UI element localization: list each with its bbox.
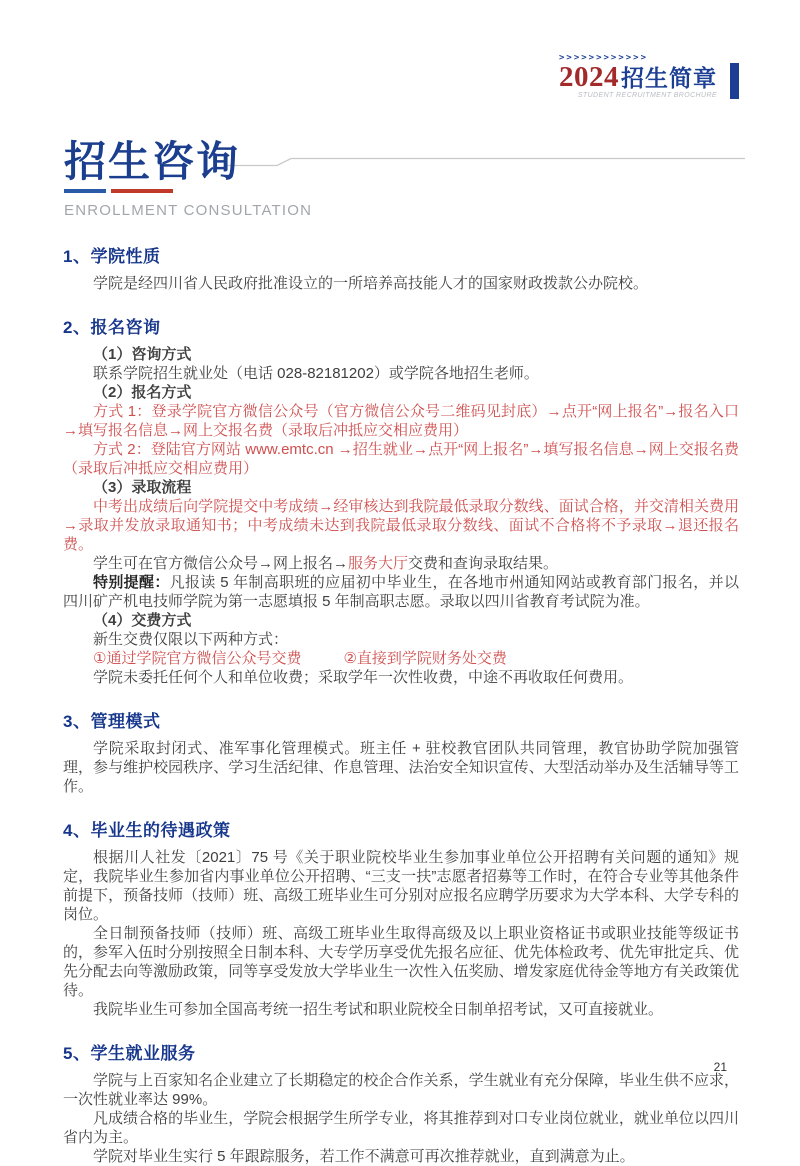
page-title-english: ENROLLMENT CONSULTATION — [64, 202, 313, 219]
section-heading: 1、学院性质 — [63, 247, 161, 266]
brochure-header-text — [559, 54, 717, 99]
underline-blue-segment — [64, 189, 106, 193]
blue-bar-decoration — [730, 63, 739, 99]
sub-heading-consult-method: （1）咨询方式 — [93, 346, 192, 363]
paragraph-method-2: 方式 2：登陆官方网站 www.emtc.cn →招生就业→点开“网上报名”→填写报名信息→网上交报名费（录取后冲抵应交相应费用） — [63, 441, 739, 477]
sub-heading-payment-method: （4）交费方式 — [93, 612, 192, 629]
page-title-block — [64, 138, 312, 219]
brochure-title-cn: 招生简章 — [621, 65, 717, 91]
sub-heading-register-method: （2）报名方式 — [93, 384, 192, 401]
section-graduate-policy — [63, 820, 739, 1019]
paragraph-payment-options — [63, 649, 739, 668]
text-segment: 凡报读 5 年制高职班的应届初中毕业生，在各地市州通知网站或教育部门报名，并以四川矿产机电技师学院为第一志愿填报 5 年制高职志愿。录取以四川省教育考试院为准。 — [63, 574, 739, 610]
section-registration-consultation — [63, 317, 739, 687]
chevron-arrows-icon: >>>>>>>>>>>> — [559, 53, 649, 63]
paragraph-query-result — [63, 554, 739, 573]
text-segment: 交费和查询录取结果。 — [408, 555, 559, 572]
underline-red-segment — [111, 189, 173, 193]
text-segment: 学生可在官方微信公众号→网上报名→ — [93, 555, 349, 572]
page-title: 招生咨询 — [64, 138, 241, 185]
paragraph: 新生交费仅限以下两种方式： — [93, 631, 289, 648]
section-heading: 2、报名咨询 — [63, 318, 161, 337]
brochure-header — [559, 54, 739, 99]
sub-heading-admission-process: （3）录取流程 — [93, 479, 192, 496]
paragraph: 我院毕业生可参加全国高考统一招生考试和职业院校全日制单招考试，又可直接就业。 — [93, 1001, 664, 1018]
brochure-year: 2024 — [559, 61, 619, 93]
paragraph: 全日制预备技师（技师）班、高级工班毕业生取得高级及以上职业资格证书或职业技能等级证书的，参军入伍时分别按照全日制本科、大专学历享受优先报名应征、优先体检政考、优先审批定兵、优先分配去向等激励政策，同等享受发放大学毕业生一次性入伍奖励、增发家庭优待金等地方有关政策优待。 — [63, 925, 739, 999]
paragraph: 学院采取封闭式、准军事化管理模式。班主任 + 驻校教官团队共同管理，教官协助学院加强管理，参与维护校园秩序、学习生活纪律、作息管理、法治安全知识宣传、大型活动举办及生活辅导等工作。 — [63, 740, 739, 795]
brochure-subtitle-en: STUDENT RECRUITMENT BROCHURE — [577, 92, 717, 99]
payment-option-1: ①通过学院官方微信公众号交费 — [93, 650, 302, 667]
paragraph: 学院是经四川省人民政府批准设立的一所培养高技能人才的国家财政拨款公办院校。 — [93, 275, 649, 292]
text-segment-highlight: 服务大厅 — [348, 555, 409, 572]
section-heading: 4、毕业生的待遇政策 — [63, 821, 231, 840]
paragraph: 根据川人社发〔2021〕75 号《关于职业院校毕业生参加事业单位公开招聘有关问题的通知》规定，我院毕业生参加省内事业单位公开招聘、“三支一扶”志愿者招募等工作时，在符合专业等其他条件前提下，预备技师（技师）班、高级工班毕业生可分别对应报名应聘学历要求为大学本科、大学专科的岗位。 — [63, 849, 739, 923]
paragraph: 凡成绩合格的毕业生，学院会根据学生所学专业，将其推荐到对口专业岗位就业，就业单位以四川省内为主。 — [63, 1110, 739, 1146]
paragraph: 联系学院招生就业处（电话 028-82181202）或学院各地招生老师。 — [93, 365, 539, 382]
section-employment-service — [63, 1043, 739, 1166]
title-underline — [64, 189, 312, 193]
special-reminder-label: 特别提醒： — [93, 574, 170, 591]
payment-option-2: ②直接到学院财务处交费 — [343, 650, 507, 667]
section-management-mode — [63, 711, 739, 796]
brochure-title-row — [559, 61, 717, 93]
paragraph-admission-process: 中考出成绩后向学院提交中考成绩→经审核达到我院最低录取分数线、面试合格，并交清相关费用→录取并发放录取通知书；中考成绩未达到我院最低录取分数线、面试不合格将不予录取→退还报名费。 — [63, 498, 739, 553]
paragraph: 学院与上百家知名企业建立了长期稳定的校企合作关系，学生就业有充分保障，毕业生供不应求，一次性就业率达 99%。 — [63, 1072, 739, 1108]
paragraph-method-1: 方式 1：登录学院官方微信公众号（官方微信公众号二维码见封底）→点开“网上报名”→报名入口→填写报名信息→网上交报名费（录取后冲抵应交相应费用） — [63, 403, 739, 439]
section-heading: 3、管理模式 — [63, 712, 161, 731]
document-content — [63, 246, 739, 1166]
paragraph-special-reminder — [63, 573, 739, 611]
page-number: 21 — [713, 1060, 727, 1074]
paragraph: 学院未委托任何个人和单位收费；采取学年一次性收费，中途不再收取任何费用。 — [93, 669, 634, 686]
paragraph: 学院对毕业生实行 5 年跟踪服务，若工作不满意可再次推荐就业，直到满意为止。 — [93, 1148, 635, 1165]
section-college-nature — [63, 246, 739, 293]
section-heading: 5、学生就业服务 — [63, 1044, 196, 1063]
